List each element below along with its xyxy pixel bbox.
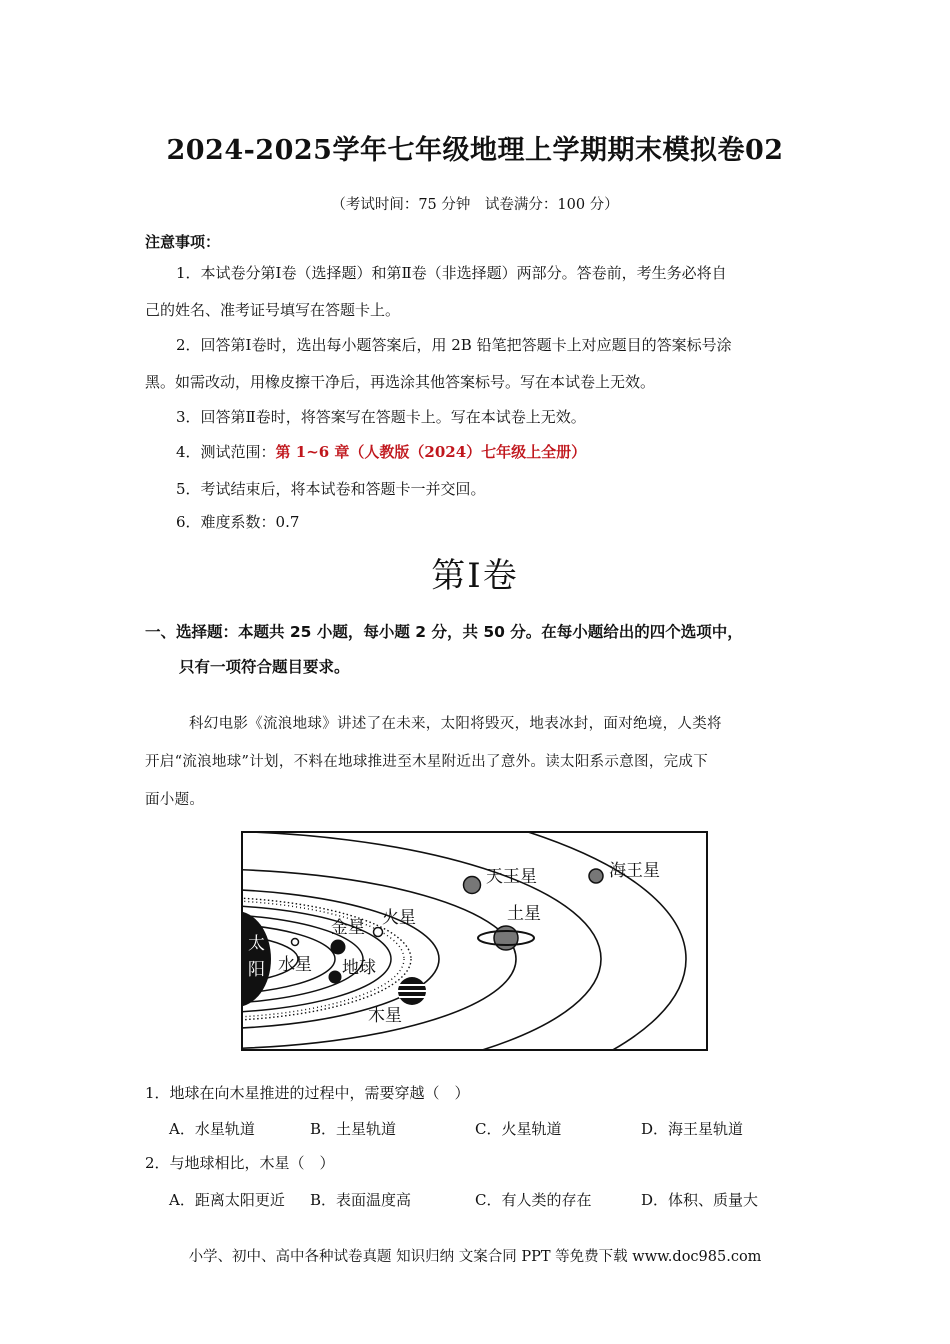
venus-planet bbox=[331, 940, 346, 955]
uranus-label: 天王星 bbox=[486, 867, 537, 887]
jupiter-label: 木星 bbox=[368, 1006, 402, 1026]
notice-item-2-line-2: 黑。如需改动，用橡皮擦干净后，再选涂其他答案标号。写在本试卷上无效。 bbox=[145, 373, 656, 391]
neptune-label: 海王星 bbox=[609, 861, 660, 881]
uranus-planet bbox=[464, 877, 481, 894]
sun-label-2: 阳 bbox=[248, 960, 265, 980]
question-2-option-d: D．体积、质量大 bbox=[641, 1191, 759, 1209]
exam-info: （考试时间：75 分钟 试卷满分：100 分） bbox=[331, 197, 619, 213]
question-2-option-c: C．有人类的存在 bbox=[475, 1191, 592, 1209]
venus-label: 金星 bbox=[331, 918, 365, 938]
question-1-option-c: C．火星轨道 bbox=[475, 1120, 562, 1138]
notice-item-4 bbox=[176, 442, 586, 462]
jupiter-planet bbox=[398, 977, 426, 1005]
question-2-stem: 2．与地球相比，木星（ ） bbox=[145, 1154, 335, 1172]
section-heading-line-1: 一、选择题：本题共 25 小题，每小题 2 分，共 50 分。在每小题给出的四个选项中， bbox=[145, 623, 743, 641]
notice-item-3: 3．回答第Ⅱ卷时，将答案写在答题卡上。写在本试卷上无效。 bbox=[176, 408, 586, 426]
notice-item-4-prefix: 4．测试范围： bbox=[176, 443, 276, 461]
passage-line-3: 面小题。 bbox=[145, 792, 205, 808]
passage-line-1: 科幻电影《流浪地球》讲述了在未来，太阳将毁灭，地表冰封，面对绝境，人类将 bbox=[189, 716, 722, 732]
sun-label-1: 太 bbox=[248, 934, 265, 954]
mercury-planet bbox=[292, 939, 299, 946]
earth-planet bbox=[329, 971, 342, 984]
neptune-planet bbox=[589, 869, 603, 883]
notice-item-1-line-1: 1．本试卷分第Ⅰ卷（选择题）和第Ⅱ卷（非选择题）两部分。答卷前，考生务必将自 bbox=[176, 264, 727, 282]
notice-item-5: 5．考试结束后，将本试卷和答题卡一并交回。 bbox=[176, 480, 486, 498]
question-2-option-b: B．表面温度高 bbox=[310, 1191, 412, 1209]
mercury-label: 水星 bbox=[278, 955, 312, 975]
question-1-option-d: D．海王星轨道 bbox=[641, 1120, 744, 1138]
page-footer: 小学、初中、高中各种试卷真题 知识归纳 文案合同 PPT 等免费下载 www.doc985.com bbox=[188, 1249, 762, 1265]
passage-line-2: 开启“流浪地球”计划，不料在地球推进至木星附近出了意外。读太阳系示意图，完成下 bbox=[145, 754, 709, 770]
solar-system-diagram bbox=[241, 831, 708, 1051]
saturn-label: 土星 bbox=[507, 904, 541, 924]
section-heading-line-2: 只有一项符合题目要求。 bbox=[179, 658, 350, 676]
notice-heading: 注意事项： bbox=[145, 233, 221, 251]
test-scope-highlight: 第 1~6 章（人教版（2024）七年级上全册） bbox=[275, 443, 587, 461]
notice-item-2-line-1: 2．回答第Ⅰ卷时，选出每小题答案后，用 2B 铅笔把答题卡上对应题目的答案标号涂 bbox=[176, 336, 732, 354]
question-2-option-a: A．距离太阳更近 bbox=[169, 1191, 285, 1209]
notice-item-6: 6．难度系数：0.7 bbox=[176, 513, 300, 531]
question-1-option-b: B．土星轨道 bbox=[310, 1120, 397, 1138]
question-1-stem: 1．地球在向木星推进的过程中，需要穿越（ ） bbox=[145, 1084, 470, 1102]
notice-item-1-line-2: 己的姓名、准考证号填写在答题卡上。 bbox=[145, 301, 401, 319]
volume-title: 第Ⅰ卷 bbox=[431, 556, 519, 596]
earth-label: 地球 bbox=[342, 958, 376, 978]
question-1-option-a: A．水星轨道 bbox=[169, 1120, 255, 1138]
mars-label: 火星 bbox=[382, 908, 416, 928]
mars-planet bbox=[374, 928, 383, 937]
page-title: 2024-2025学年七年级地理上学期期末模拟卷02 bbox=[166, 135, 784, 166]
